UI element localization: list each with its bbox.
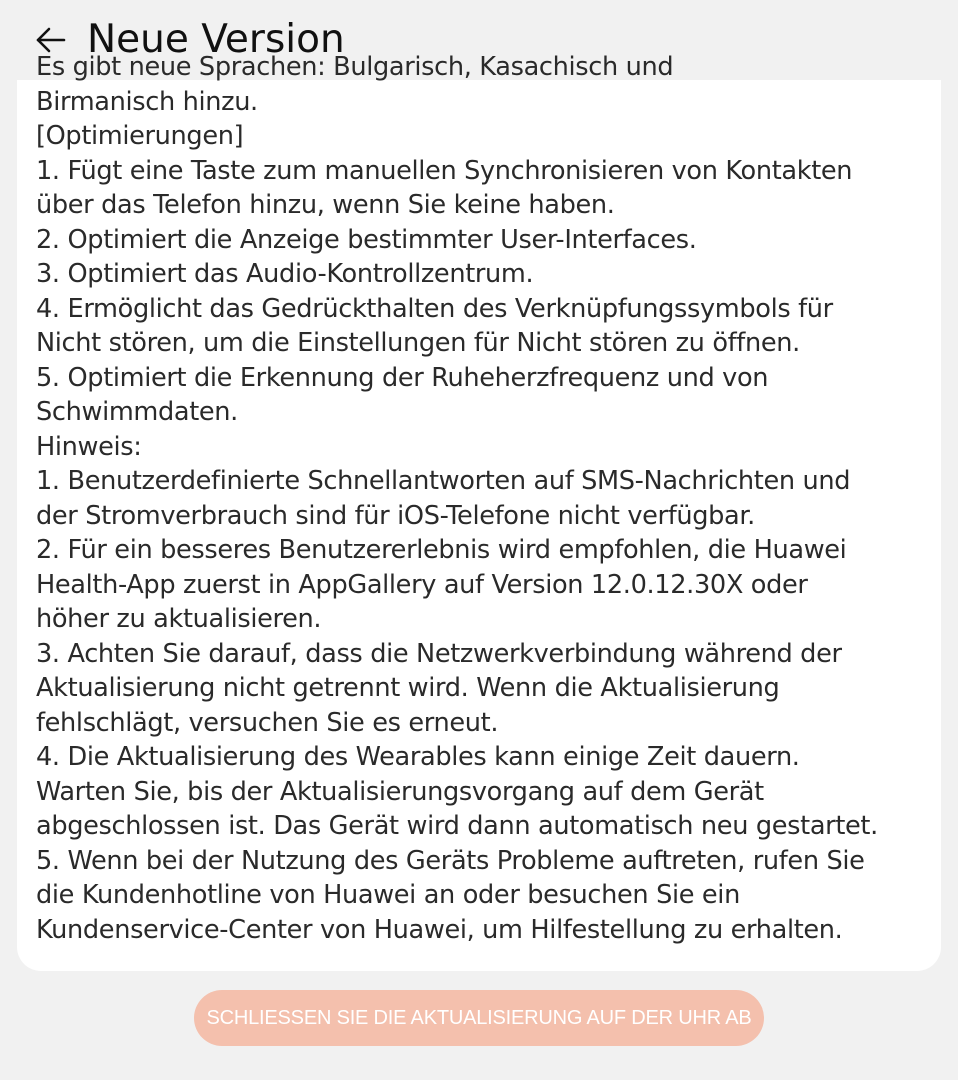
release-note-line: 1. Fügt eine Taste zum manuellen Synchronisieren von Kontakten — [36, 155, 853, 186]
release-note-line: 4. Ermöglicht das Gedrückthalten des Verknüpfungssymbols für — [36, 293, 833, 324]
release-note-line: 3. Optimiert das Audio-Kontrollzentrum. — [36, 259, 534, 289]
release-note-line: 1. Benutzerdefinierte Schnellantworten auf SMS-Nachrichten und — [36, 466, 851, 496]
release-note-line: 2. Optimiert die Anzeige bestimmter User-Interfaces. — [36, 224, 697, 255]
release-note-line: Es gibt neue Sprachen: Bulgarisch, Kasachisch und — [36, 52, 674, 82]
release-note-line: Schwimmdaten. — [36, 397, 238, 427]
release-notes-card[interactable] — [17, 52, 941, 971]
release-note-line: über das Telefon hinzu, wenn Sie keine haben. — [36, 190, 615, 220]
complete-update-on-watch-button[interactable]: SCHLIESSEN SIE DIE AKTUALISIERUNG AUF DER UHR AB — [194, 990, 764, 1046]
release-note-line: Health-App zuerst in AppGallery auf Version 12.0.12.30X oder — [36, 569, 808, 600]
release-note-line: 3. Achten Sie darauf, dass die Netzwerkverbindung während der — [36, 638, 842, 669]
page-title: Neue Version — [87, 17, 345, 62]
release-note-line: Birmanisch hinzu. — [36, 86, 258, 117]
release-note-line: 5. Wenn bei der Nutzung des Geräts Probleme auftreten, rufen Sie — [36, 845, 865, 876]
release-note-line: höher zu aktualisieren. — [36, 604, 322, 634]
release-note-line: 5. Optimiert die Erkennung der Ruheherzfrequenz und von — [36, 362, 769, 393]
footer — [0, 990, 958, 1046]
release-note-line: 4. Die Aktualisierung des Wearables kann einige Zeit dauern. — [36, 742, 800, 772]
release-note-line: Warten Sie, bis der Aktualisierungsvorgang auf dem Gerät — [36, 776, 764, 807]
release-note-line: 2. Für ein besseres Benutzererlebnis wird empfohlen, die Huawei — [36, 535, 847, 565]
release-note-line: abgeschlossen ist. Das Gerät wird dann automatisch neu gestartet. — [36, 811, 878, 841]
release-note-line: [Optimierungen] — [36, 121, 244, 151]
release-note-line: Hinweis: — [36, 431, 142, 462]
release-note-line: Aktualisierung nicht getrennt wird. Wenn die Aktualisierung — [36, 673, 780, 703]
release-note-line: die Kundenhotline von Huawei an oder besuchen Sie ein — [36, 880, 740, 910]
release-notes-list — [36, 50, 931, 947]
release-note-line: Nicht stören, um die Einstellungen für Nicht stören zu öffnen. — [36, 328, 800, 358]
release-note-line: fehlschlägt, versuchen Sie es erneut. — [36, 707, 499, 738]
release-note-line: Kundenservice-Center von Huawei, um Hilfestellung zu erhalten. — [36, 914, 843, 945]
release-note-line: der Stromverbrauch sind für iOS-Telefone nicht verfügbar. — [36, 500, 755, 531]
